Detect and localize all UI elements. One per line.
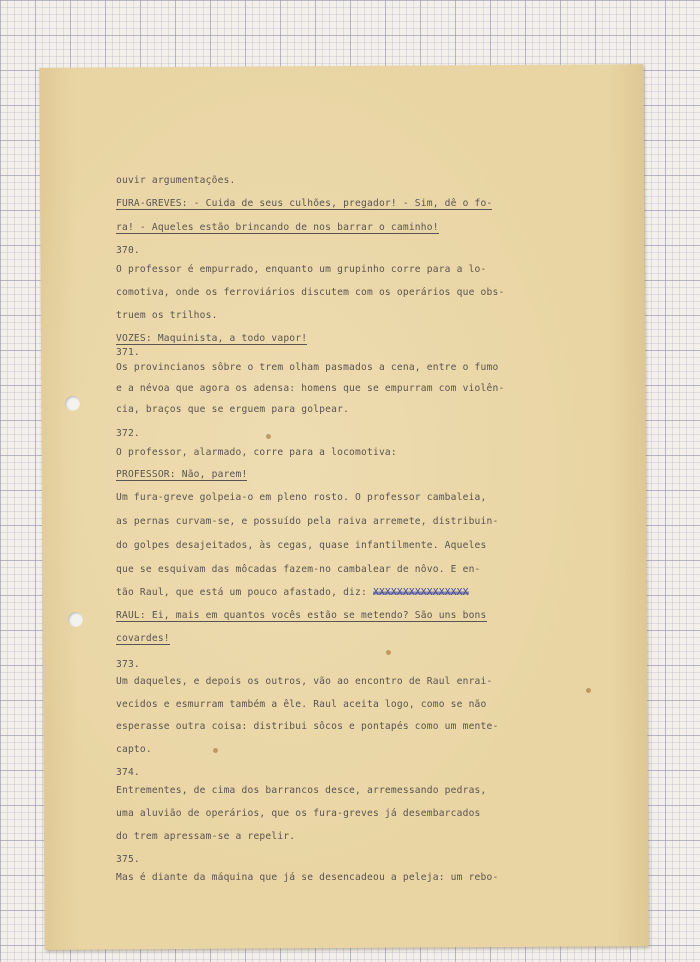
text-line: comotiva, onde os ferroviários discutem com os operários que obs- <box>116 287 505 298</box>
scene-number: 373. <box>116 659 140 670</box>
text-line: Os provincianos sôbre o trem olham pasmados a cena, entre o fumo <box>116 362 499 373</box>
text-line: O professor é empurrado, enquanto um grupinho corre para a lo- <box>116 264 487 275</box>
text-line: Entrementes, de cima dos barrancos desce, arremessando pedras, <box>116 785 487 796</box>
text-line: que se esquivam das môcadas fazem-no cambalear de nôvo. E en- <box>116 564 481 575</box>
ink-stain <box>386 650 391 655</box>
text-line: VOZES: Maquinista, a todo vapor! <box>116 333 308 344</box>
text-line: truem os trilhos. <box>116 310 218 321</box>
text-line: esperasse outra coisa: distribui sôcos e pontapés como um mente- <box>116 721 499 732</box>
text-line: ra! - Aqueles estão brincando de nos barrar o caminho! <box>116 222 439 233</box>
text-line: O professor, alarmado, corre para a locomotiva: <box>116 447 397 458</box>
text-line: do golpes desajeitados, às cegas, quase infantilmente. Aqueles <box>116 540 487 551</box>
struck-out-text: XXXXXXXXXXXXXXXX <box>372 587 469 598</box>
text-line: cia, braços que se erguem para golpear. <box>116 404 350 415</box>
text-line: RAUL: Ei, mais em quantos vocês estão se metendo? São uns bons <box>116 610 487 621</box>
text-line: vecidos e esmurram também a êle. Raul aceita logo, como se não <box>116 699 487 710</box>
text-line: FURA-GREVES: - Cuida de seus culhões, pregador! - Sim, dê o fo- <box>116 198 493 209</box>
text-line: Um daqueles, e depois os outros, vão ao encontro de Raul enrai- <box>116 676 493 687</box>
text-line: Mas é diante da máquina que já se desencadeou a peleja: um rebo- <box>116 872 499 883</box>
text-line: e a névoa que agora os adensa: homens que se empurram com violên- <box>116 383 505 394</box>
text-line: covardes! <box>116 633 170 644</box>
text-line: ouvir argumentações. <box>116 175 236 186</box>
ink-stain <box>586 688 591 693</box>
scene-number: 374. <box>116 767 140 778</box>
text-line: PROFESSOR: Não, parem! <box>116 469 248 480</box>
text-line: Um fura-greve golpeia-o em pleno rosto. O professor cambaleia, <box>116 492 487 503</box>
ink-stain <box>213 748 218 753</box>
text-line: uma aluvião de operários, que os fura-greves já desembarcados <box>116 808 481 819</box>
scene-number: 370. <box>116 245 140 256</box>
punch-hole <box>65 396 80 411</box>
punch-hole <box>68 612 83 627</box>
text-line: as pernas curvam-se, e possuído pela raiva arremete, distribuin- <box>116 516 499 527</box>
scene-number: 371. <box>116 347 140 358</box>
text-line: capto. <box>116 744 152 755</box>
text-segment: tão Raul, que está um pouco afastado, diz: <box>116 587 367 598</box>
text-line <box>116 587 469 598</box>
scene-number: 372. <box>116 428 140 439</box>
scene-number: 375. <box>116 854 140 865</box>
ink-stain <box>266 434 271 439</box>
text-line: do trem apressam-se a repelir. <box>116 831 296 842</box>
